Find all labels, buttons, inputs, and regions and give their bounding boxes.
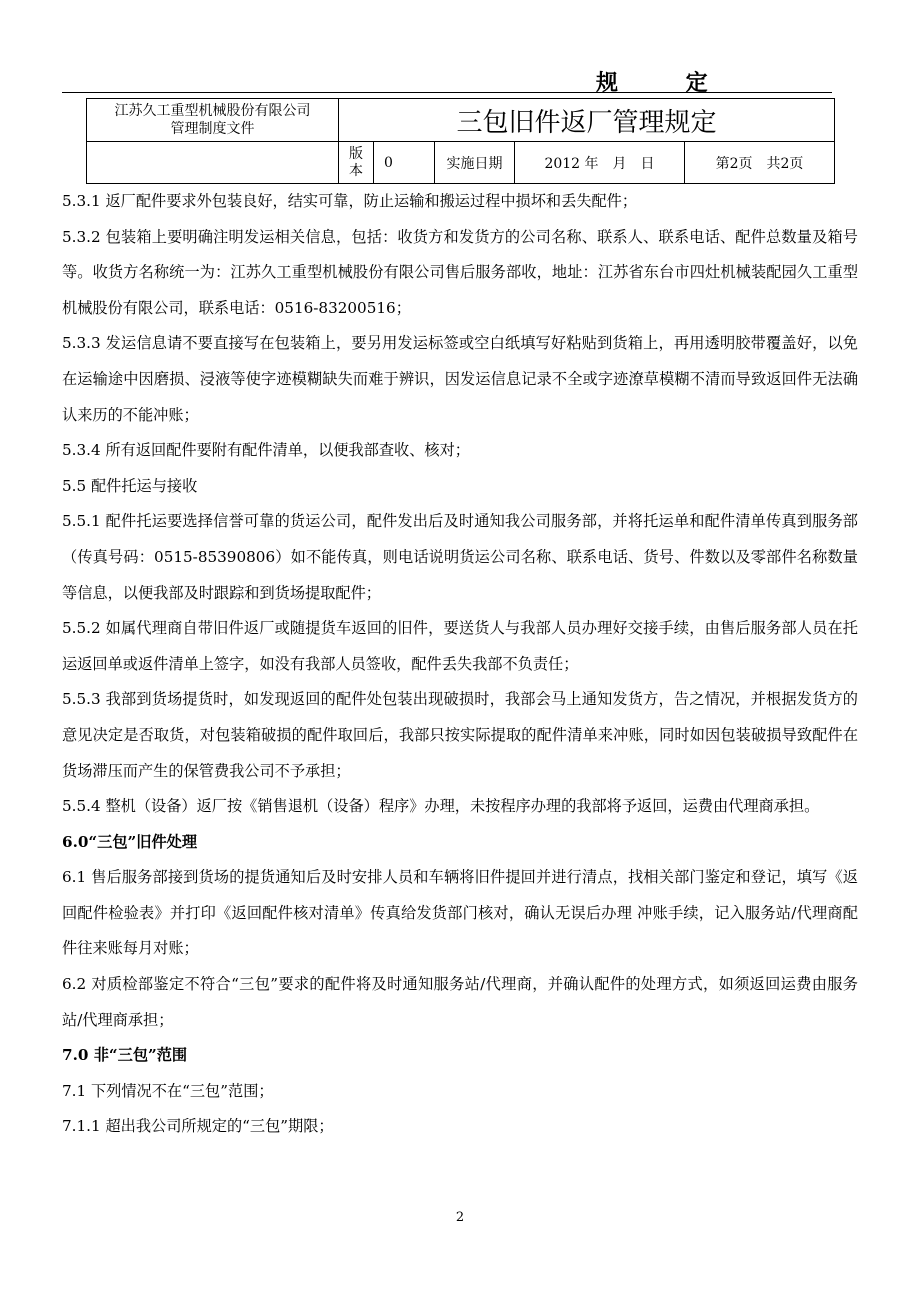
document-body xyxy=(62,184,858,1145)
page-header-title: 规 定 xyxy=(596,71,738,96)
version-label-2: 本 xyxy=(349,162,363,179)
impl-date-label: 实施日期 xyxy=(435,142,515,184)
doc-title: 三包旧件返厂管理规定 xyxy=(456,107,717,138)
body-paragraph: 5.3.1 返厂配件要求外包装良好，结实可靠，防止运输和搬运过程中损坏和丢失配件； xyxy=(62,192,638,210)
impl-date-value: 2012 年 月 日 xyxy=(515,142,685,184)
body-paragraph: 6.0“三包”旧件处理 xyxy=(62,832,198,851)
version-value: 0 xyxy=(374,142,435,184)
blank-cell xyxy=(87,142,339,184)
doc-type-label: 管理制度文件 xyxy=(170,121,255,137)
version-label-1: 版 xyxy=(349,145,363,162)
body-paragraph: 7.0 非“三包”范围 xyxy=(62,1046,188,1065)
doc-title-cell xyxy=(339,99,835,142)
body-paragraph: 5.3.2 包装箱上要明确注明发运相关信息，包括：收货方和发货方的公司名称、联系人、联系电话、配件总数量及箱号等。收货方名称统一为：江苏久工重型机械股份有限公司售后服务部收，地址：江苏省东台市四灶机械装配园久工重型机械股份有限公司，联系电话：0516-83200516； xyxy=(62,227,858,317)
page-info: 第2页 共2页 xyxy=(685,142,835,184)
version-label-cell xyxy=(339,142,374,184)
body-paragraph: 5.3.3 发运信息请不要直接写在包装箱上，要另用发运标签或空白纸填写好粘贴到货箱上，再用透明胶带覆盖好，以免在运输途中因磨损、浸液等使字迹模糊缺失而难于辨识，因发运信息记录不全或字迹潦草模糊不清而导致返回件无法确认来历的不能冲账； xyxy=(62,334,858,424)
body-paragraph: 6.2 对质检部鉴定不符合“三包”要求的配件将及时通知服务站/代理商，并确认配件的处理方式，如须返回运费由服务站/代理商承担； xyxy=(62,975,858,1029)
body-paragraph: 7.1.1 超出我公司所规定的“三包”期限； xyxy=(62,1117,334,1136)
document-header-table xyxy=(86,98,835,184)
body-paragraph: 5.5.3 我部到货场提货时，如发现返回的配件处包装出现破损时，我部会马上通知发货方，告之情况，并根据发货方的意见决定是否取货，对包装箱破损的配件取回后，我部只按实际提取的配件清单来冲账，同时如因包装破损导致配件在货场滞压而产生的保管费我公司不予承担； xyxy=(62,690,858,780)
body-paragraph: 5.5.1 配件托运要选择信誉可靠的货运公司，配件发出后及时通知我公司服务部，并将托运单和配件清单传真到服务部（传真号码：0515-85390806）如不能传真，则电话说明货运公司名称、联系电话、货号、件数以及零部件名称数量等信息，以便我部及时跟踪和到货场提取配件； xyxy=(62,512,858,602)
body-paragraph: 5.5 配件托运与接收 xyxy=(62,476,198,495)
body-paragraph: 7.1 下列情况不在“三包”范围； xyxy=(62,1081,274,1100)
header-rule xyxy=(62,92,832,93)
body-paragraph: 5.5.4 整机（设备）返厂按《销售退机（设备）程序》办理，未按程序办理的我部将予返回，运费由代理商承担。 xyxy=(62,797,820,816)
company-name: 江苏久工重型机械股份有限公司 xyxy=(114,103,311,119)
body-paragraph: 6.1 售后服务部接到货场的提货通知后及时安排人员和车辆将旧件提回并进行清点，找相关部门鉴定和登记，填写《返回配件检验表》并打印《返回配件核对清单》传真给发货部门核对，确认无误后办理 冲账手续，记入服务站/代理商配件往来账每月对账； xyxy=(62,868,858,958)
page-number: 2 xyxy=(455,1210,465,1225)
company-cell xyxy=(87,99,339,142)
body-paragraph: 5.5.2 如属代理商自带旧件返厂或随提货车返回的旧件，要送货人与我部人员办理好交接手续，由售后服务部人员在托运返回单或返件清单上签字，如没有我部人员签收，配件丢失我部不负责任； xyxy=(62,619,858,673)
body-paragraph: 5.3.4 所有返回配件要附有配件清单，以便我部查收、核对； xyxy=(62,441,470,460)
